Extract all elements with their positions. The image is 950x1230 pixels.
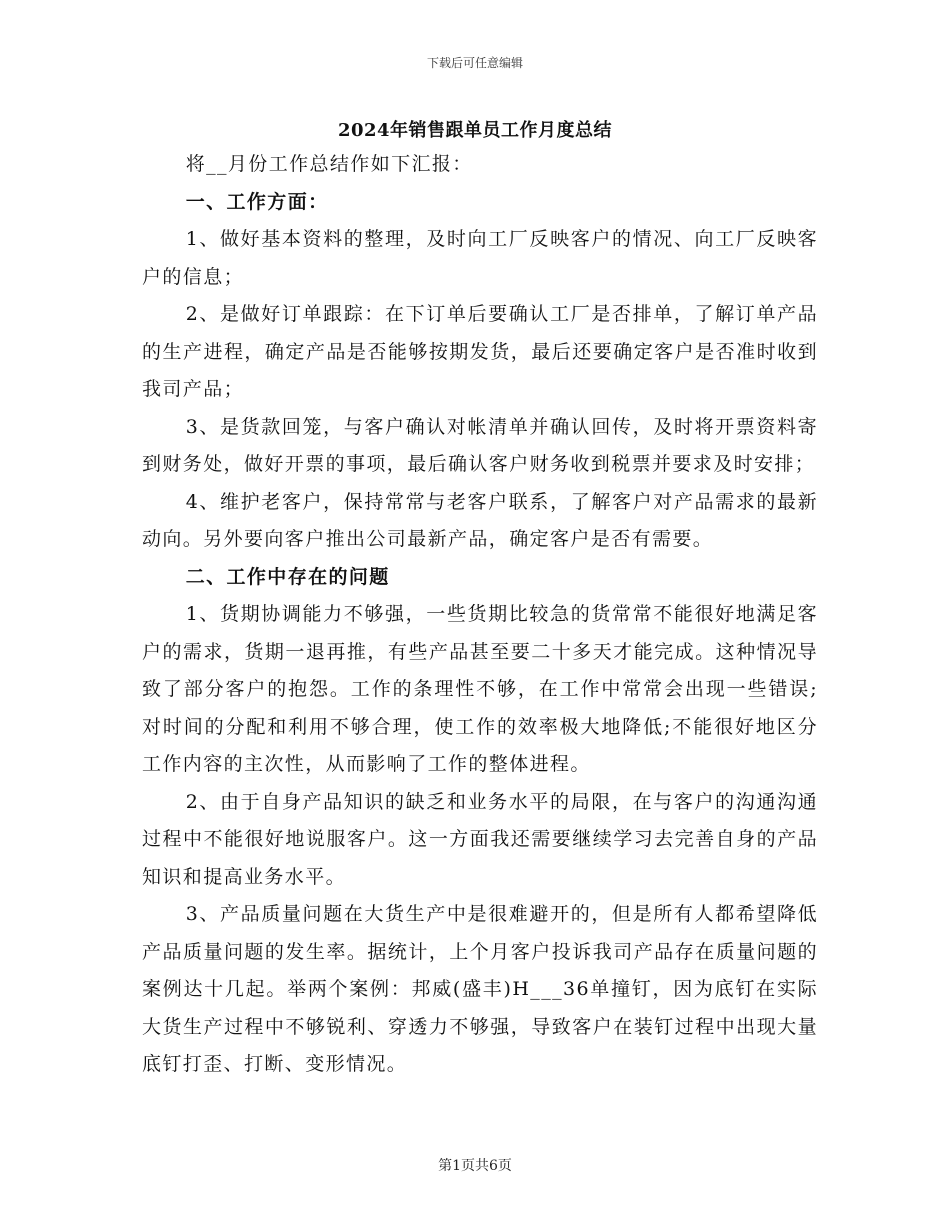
paragraph: 3、产品质量问题在大货生产中是很难避开的，但是所有人都希望降低产品质量问题的发生率。据统计，上个月客户投诉我司产品存在质量问题的案例达十几起。举两个案例：邦威(盛丰)H___36单撞钉，因为底钉在实际大货生产过程中不够锐利、穿透力不够强，导致客户在装钉过程中出现大量底钉打歪、打断、变形情况。 [142, 903, 818, 1075]
section-heading-work: 一、工作方面： [185, 190, 329, 213]
paragraph: 1、货期协调能力不够强，一些货期比较急的货常常不能很好地满足客户的需求，货期一退再推，有些产品甚至要二十多天才能完成。这种情况导致了部分客户的抱怨。工作的条理性不够，在工作中常常会出现一些错误;对时间的分配和利用不够合理，使工作的效率极大地降低;不能很好地区分工作内容的主次性，从而影响了工作的整体进程。 [142, 603, 818, 775]
paragraph: 3、是货款回笼，与客户确认对帐清单并确认回传，及时将开票资料寄到财务处，做好开票的事项，最后确认客户财务收到税票并要求及时安排； [142, 415, 818, 475]
paragraph: 2、是做好订单跟踪：在下订单后要确认工厂是否排单，了解订单产品的生产进程，确定产品是否能够按期发货，最后还要确定客户是否准时收到我司产品； [142, 303, 818, 400]
paragraph: 4、维护老客户，保持常常与老客户联系，了解客户对产品需求的最新动向。另外要向客户推出公司最新产品，确定客户是否有需要。 [142, 490, 818, 550]
paragraph: 2、由于自身产品知识的缺乏和业务水平的局限，在与客户的沟通沟通过程中不能很好地说服客户。这一方面我还需要继续学习去完善自身的产品知识和提高业务水平。 [142, 790, 818, 888]
header-note: 下载后可任意编辑 [426, 56, 523, 70]
document-body [142, 146, 818, 1084]
section-heading-problems: 二、工作中存在的问题 [185, 565, 390, 588]
page-footer: 第1页共6页 [438, 1158, 512, 1174]
intro-paragraph: 将__月份工作总结作如下汇报： [185, 153, 473, 175]
paragraph: 1、做好基本资料的整理，及时向工厂反映客户的情况、向工厂反映客户的信息； [142, 228, 818, 288]
document-title: 2024年销售跟单员工作月度总结 [337, 120, 613, 141]
